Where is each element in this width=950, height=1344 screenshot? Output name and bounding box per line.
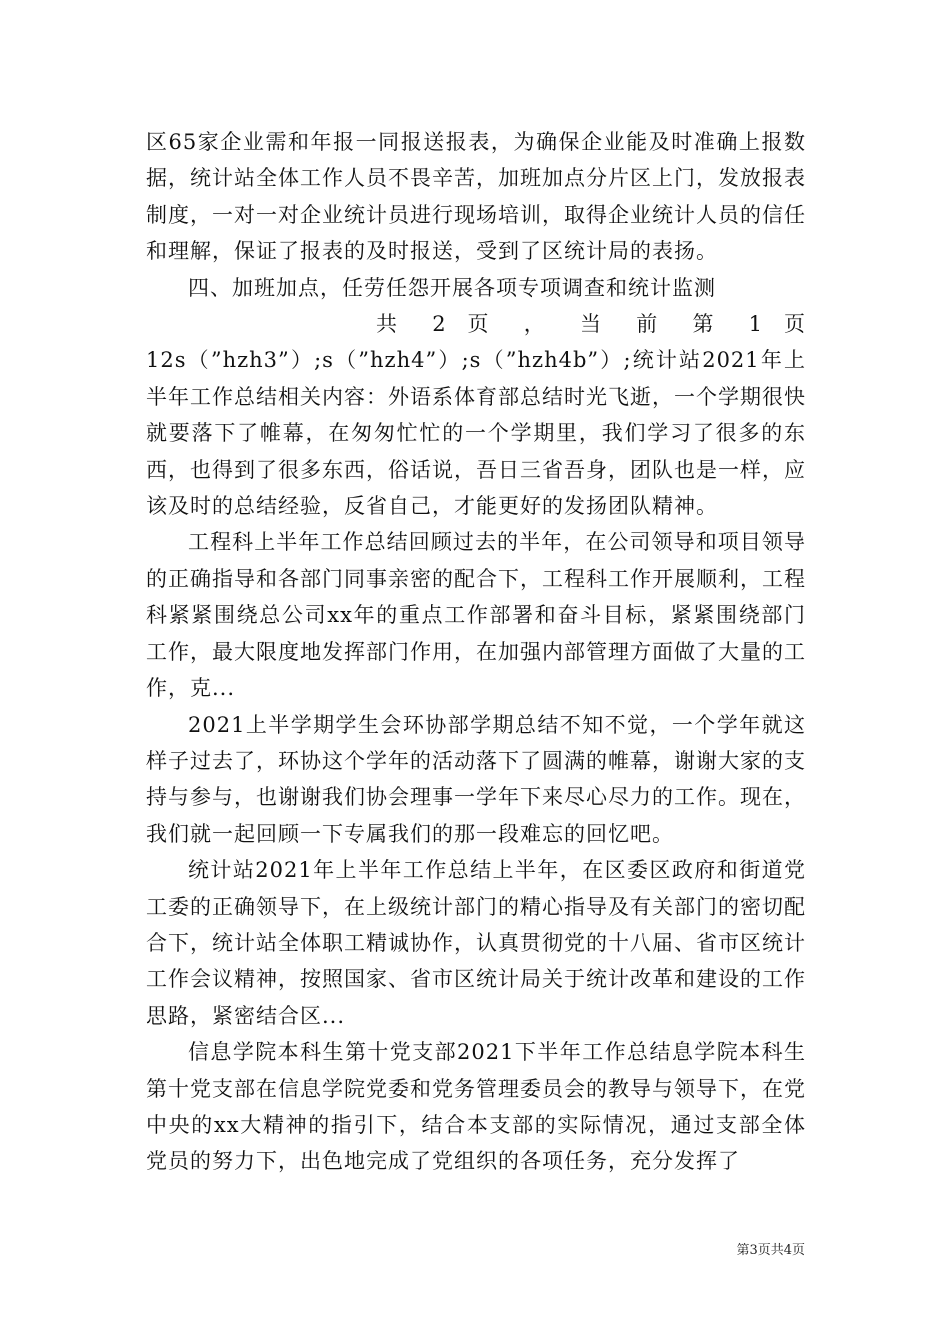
paragraph-1: 区65家企业需和年报一同报送报表，为确保企业能及时准确上报数据，统计站全体工作人员不畏辛苦，加班加点分片区上门，发放报表制度，一对一对企业统计员进行现场培训，取得企业统计人员的信任和理解，保证了报表的及时报送，受到了区统计局的表扬。 — [146, 130, 806, 264]
document-body — [146, 124, 806, 1180]
paragraph-engineering: 工程科上半年工作总结回顾过去的半年，在公司领导和项目领导的正确指导和各部门同事亲密的配合下，工程科工作开展顺利，工程科紧紧围绕总公司xx年的重点工作部署和奋斗目标，紧紧围绕部门工作，最大限度地发挥部门作用，在加强内部管理方面做了大量的工作，克... — [146, 530, 806, 701]
page-info-line: 共 2 页 ， 当 前 第 1 页 — [376, 312, 806, 337]
section-heading-4: 四、加班加点，任劳任怨开展各项专项调查和统计监测 — [188, 275, 716, 300]
page-footer: 第3页共4页 — [736, 1243, 805, 1258]
paragraph-related-content: 12s（”hzh3”）;s（”hzh4”）;s（”hzh4b”）;统计站2021年上半年工作总结相关内容：外语系体育部总结时光飞逝，一个学期很快就要落下了帷幕，在匆匆忙忙的一个学期里，我们学习了很多的东西，也得到了很多东西，俗话说，吾日三省吾身，团队也是一样，应该及时的总结经验，反省自己，才能更好的发扬团队精神。 — [146, 348, 806, 519]
paragraph-statistics-station: 统计站2021年上半年工作总结上半年，在区委区政府和街道党工委的正确领导下，在上级统计部门的精心指导及有关部门的密切配合下，统计站全体职工精诚协作，认真贯彻党的十八届、省市区统计工作会议精神，按照国家、省市区统计局关于统计改革和建设的工作思路，紧密结合区... — [146, 858, 806, 1028]
paragraph-party-branch: 信息学院本科生第十党支部2021下半年工作总结息学院本科生第十党支部在信息学院党委和党务管理委员会的教导与领导下，在党中央的xx大精神的指引下，结合本支部的实际情况，通过支部全体党员的努力下，出色地完成了党组织的各项任务，充分发挥了 — [146, 1040, 806, 1174]
paragraph-student-union: 2021上半学期学生会环协部学期总结不知不觉，一个学年就这样子过去了，环协这个学年的活动落下了圆满的帷幕，谢谢大家的支持与参与，也谢谢我们协会理事一学年下来尽心尽力的工作。现在，我们就一起回顾一下专属我们的那一段难忘的回忆吧。 — [146, 712, 806, 846]
